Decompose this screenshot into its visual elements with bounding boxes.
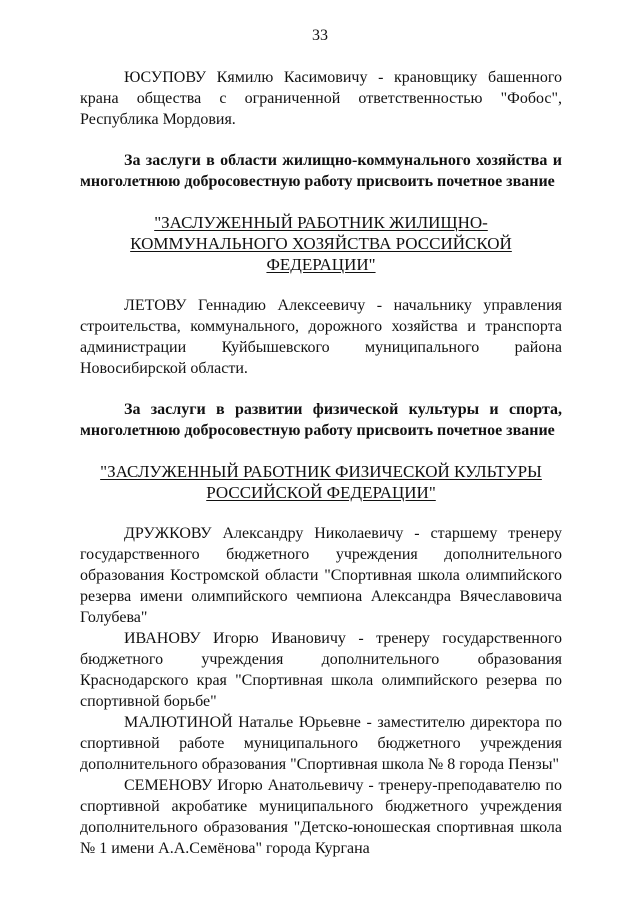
honorary-title-housing: "ЗАСЛУЖЕННЫЙ РАБОТНИК ЖИЛИЩНО-КОММУНАЛЬНОГО ХОЗЯЙСТВА РОССИЙСКОЙ ФЕДЕРАЦИИ" [130, 213, 512, 274]
award-entry-malyutina: МАЛЮТИНОЙ Наталье Юрьевне - заместителю директора по спортивной работе муниципального бюджетного учреждения дополнительного образования "Спортивная школа № 8 города Пензы" [80, 714, 562, 773]
spacer [80, 379, 562, 399]
award-intro-housing: За заслуги в области жилищно-коммунального хозяйства и многолетнюю добросовестную работу присвоить почетное звание [80, 152, 562, 190]
honorary-title-sport: "ЗАСЛУЖЕННЫЙ РАБОТНИК ФИЗИЧЕСКОЙ КУЛЬТУРЫ РОССИЙСКОЙ ФЕДЕРАЦИИ" [100, 462, 542, 502]
spacer [80, 275, 562, 295]
page-number: 33 [312, 27, 328, 44]
spacer [80, 130, 562, 150]
spacer [80, 192, 562, 212]
award-entry-druzhkov: ДРУЖКОВУ Александру Николаевичу - старшему тренеру государственного бюджетного учреждения дополнительного образования Костромской области "Спортивная школа олимпийского резерва имени олимпийского чемпиона Александра Вячеславовича Голубева" [80, 525, 562, 626]
document-body [80, 67, 562, 859]
award-entry-semenov: СЕМЕНОВУ Игорю Анатольевичу - тренеру-преподавателю по спортивной акробатике муниципального бюджетного учреждения дополнительного образования "Детско-юношеская спортивная школа № 1 имени А.А.Семёнова" города Кургана [80, 777, 562, 857]
award-entry-yusupov: ЮСУПОВУ Кямилю Касимовичу - крановщику башенного крана общества с ограниченной ответственностью "Фобос", Республика Мордовия. [80, 69, 562, 128]
award-intro-sport: За заслуги в развитии физической культуры и спорта, многолетнюю добросовестную работу присвоить почетное звание [80, 401, 562, 439]
award-entry-ivanov: ИВАНОВУ Игорю Ивановичу - тренеру государственного бюджетного учреждения дополнительного образования Краснодарского края "Спортивная школа олимпийского резерва по спортивной борьбе" [80, 630, 562, 710]
spacer [80, 503, 562, 523]
award-entry-letov: ЛЕТОВУ Геннадию Алексеевичу - начальнику управления строительства, коммунального, дорожного хозяйства и транспорта администрации Куйбышевского муниципального района Новосибирской области. [80, 297, 562, 377]
spacer [80, 441, 562, 461]
